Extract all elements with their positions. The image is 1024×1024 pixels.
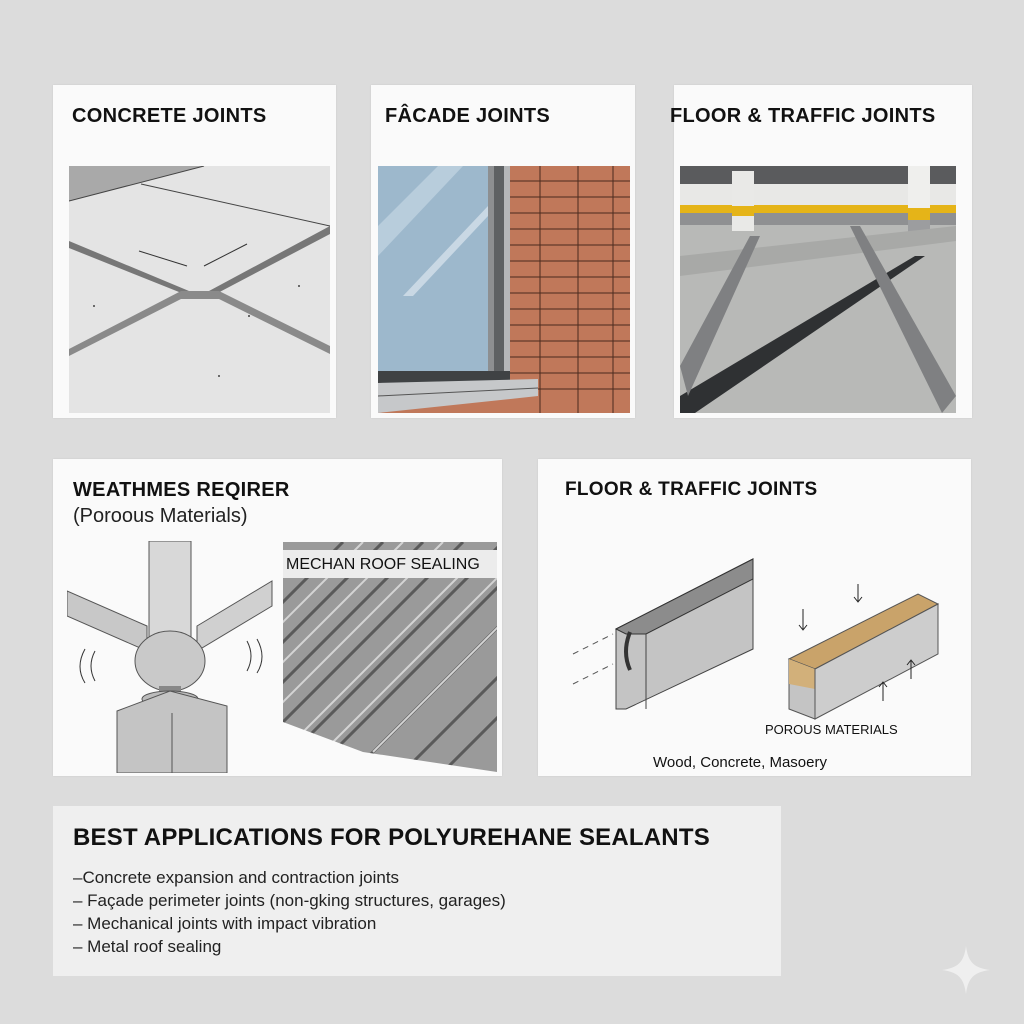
sparkle-icon: [940, 944, 992, 996]
panel-facade-joints: [371, 85, 635, 418]
sealant-bead-illustration: [568, 554, 758, 714]
list-item: – Metal roof sealing: [73, 937, 222, 956]
panel-title: CONCRETE JOINTS: [72, 105, 267, 127]
panel-title: WEATHMES REQIRER: [73, 479, 290, 501]
list-item: – Mechanical joints with impact vibration: [73, 914, 377, 933]
parking-garage-photo: [680, 166, 956, 413]
list-item: –Concrete expansion and contraction joints: [73, 868, 400, 887]
panel-weather-porous: [53, 459, 502, 776]
applications-list: [73, 866, 506, 958]
panel-title: FLOOR & TRAFFIC JOINTS: [565, 479, 818, 500]
materials-caption: Wood, Concrete, Masoery: [653, 754, 827, 771]
metal-roof-illustration: [283, 542, 497, 772]
summary-box: [53, 806, 781, 976]
panel-title: FLOOR & TRAFFIC JOINTS: [670, 105, 936, 127]
porous-block-illustration: [783, 579, 943, 724]
summary-title: BEST APPLICATIONS FOR POLYUREHANE SEALANTS: [73, 824, 710, 851]
list-item: – Façade perimeter joints (non-gking structures, garages): [73, 891, 506, 910]
panel-concrete-joints: [53, 85, 336, 418]
panel-title: FÂCADE JOINTS: [385, 105, 551, 127]
panel-subtitle: (Poroous Materials): [73, 505, 248, 527]
panel-floor-traffic-photo: [670, 85, 972, 418]
pipe-joint-illustration: [67, 541, 277, 773]
concrete-joints-illustration: [69, 166, 330, 413]
panel-floor-traffic-diagram: [538, 459, 971, 776]
porous-materials-label: POROUS MATERIALS: [765, 722, 898, 737]
roof-sealing-label: MECHAN ROOF SEALING: [286, 556, 480, 573]
facade-joints-illustration: [378, 166, 630, 413]
